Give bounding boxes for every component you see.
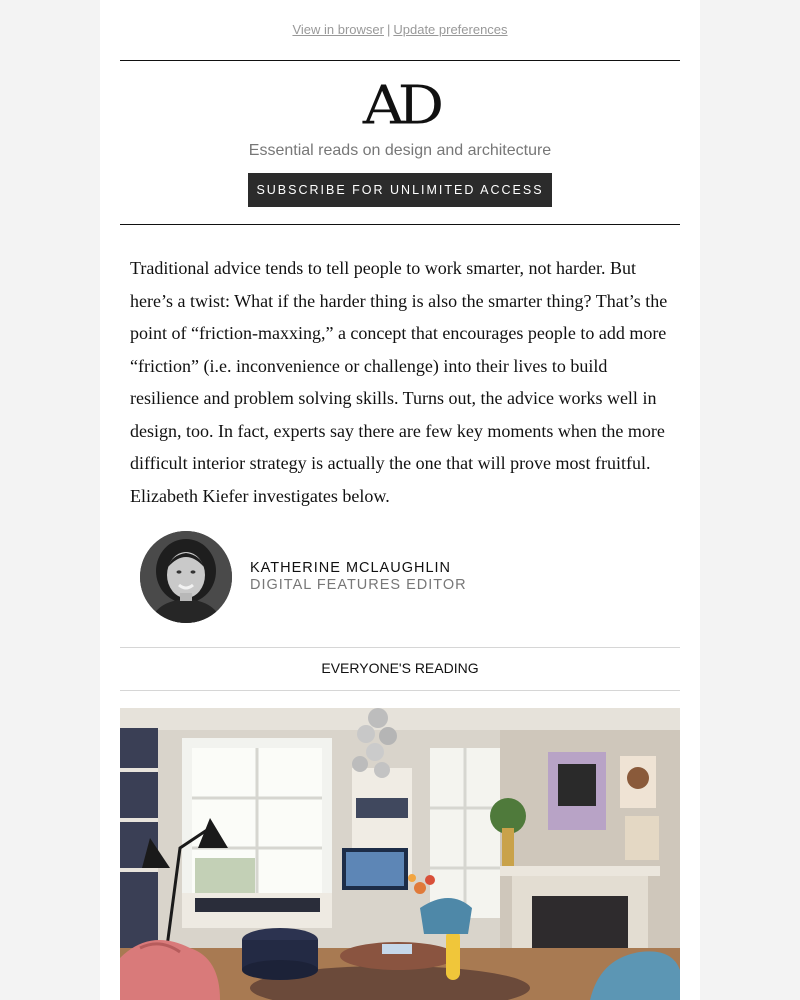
view-in-browser-link[interactable]: View in browser [292, 22, 384, 37]
update-preferences-link[interactable]: Update preferences [393, 22, 508, 37]
author-title: DIGITAL FEATURES EDITOR [250, 577, 467, 593]
intro-paragraph: Traditional advice tends to tell people to work smarter, not harder. But here’s a twist: What if the harder thing is also the smarter thing? That’s the point of “friction-maxxing,” a concept that encourages people to add more “friction” (i.e. inconvenience or challenge) into their lives to build resilience and problem solving skills. Turns out, the advice works well in design, too. In fact, experts say there are few key moments when the more difficult interior strategy is actually the one that will prove most fruitful. Elizabeth Kiefer investigates below. [130, 258, 668, 506]
masthead-divider [120, 224, 680, 225]
author-avatar [140, 531, 232, 623]
link-separator: | [386, 22, 391, 37]
living-room-photo [120, 708, 680, 1000]
tagline: Essential reads on design and architecture [248, 142, 552, 159]
subscribe-button[interactable]: SUBSCRIBE FOR UNLIMITED ACCESS [248, 173, 552, 207]
section-top-divider [120, 647, 680, 648]
hero-image[interactable] [120, 708, 680, 1000]
author-name: KATHERINE MCLAUGHLIN [250, 560, 452, 576]
top-links [100, 22, 700, 37]
section-bottom-divider [120, 690, 680, 691]
header-divider [120, 60, 680, 61]
author-portrait-image [140, 531, 232, 623]
ad-logo[interactable]: AD [362, 73, 438, 137]
section-title: EVERYONE'S READING [321, 660, 479, 676]
email-container [100, 0, 700, 1000]
